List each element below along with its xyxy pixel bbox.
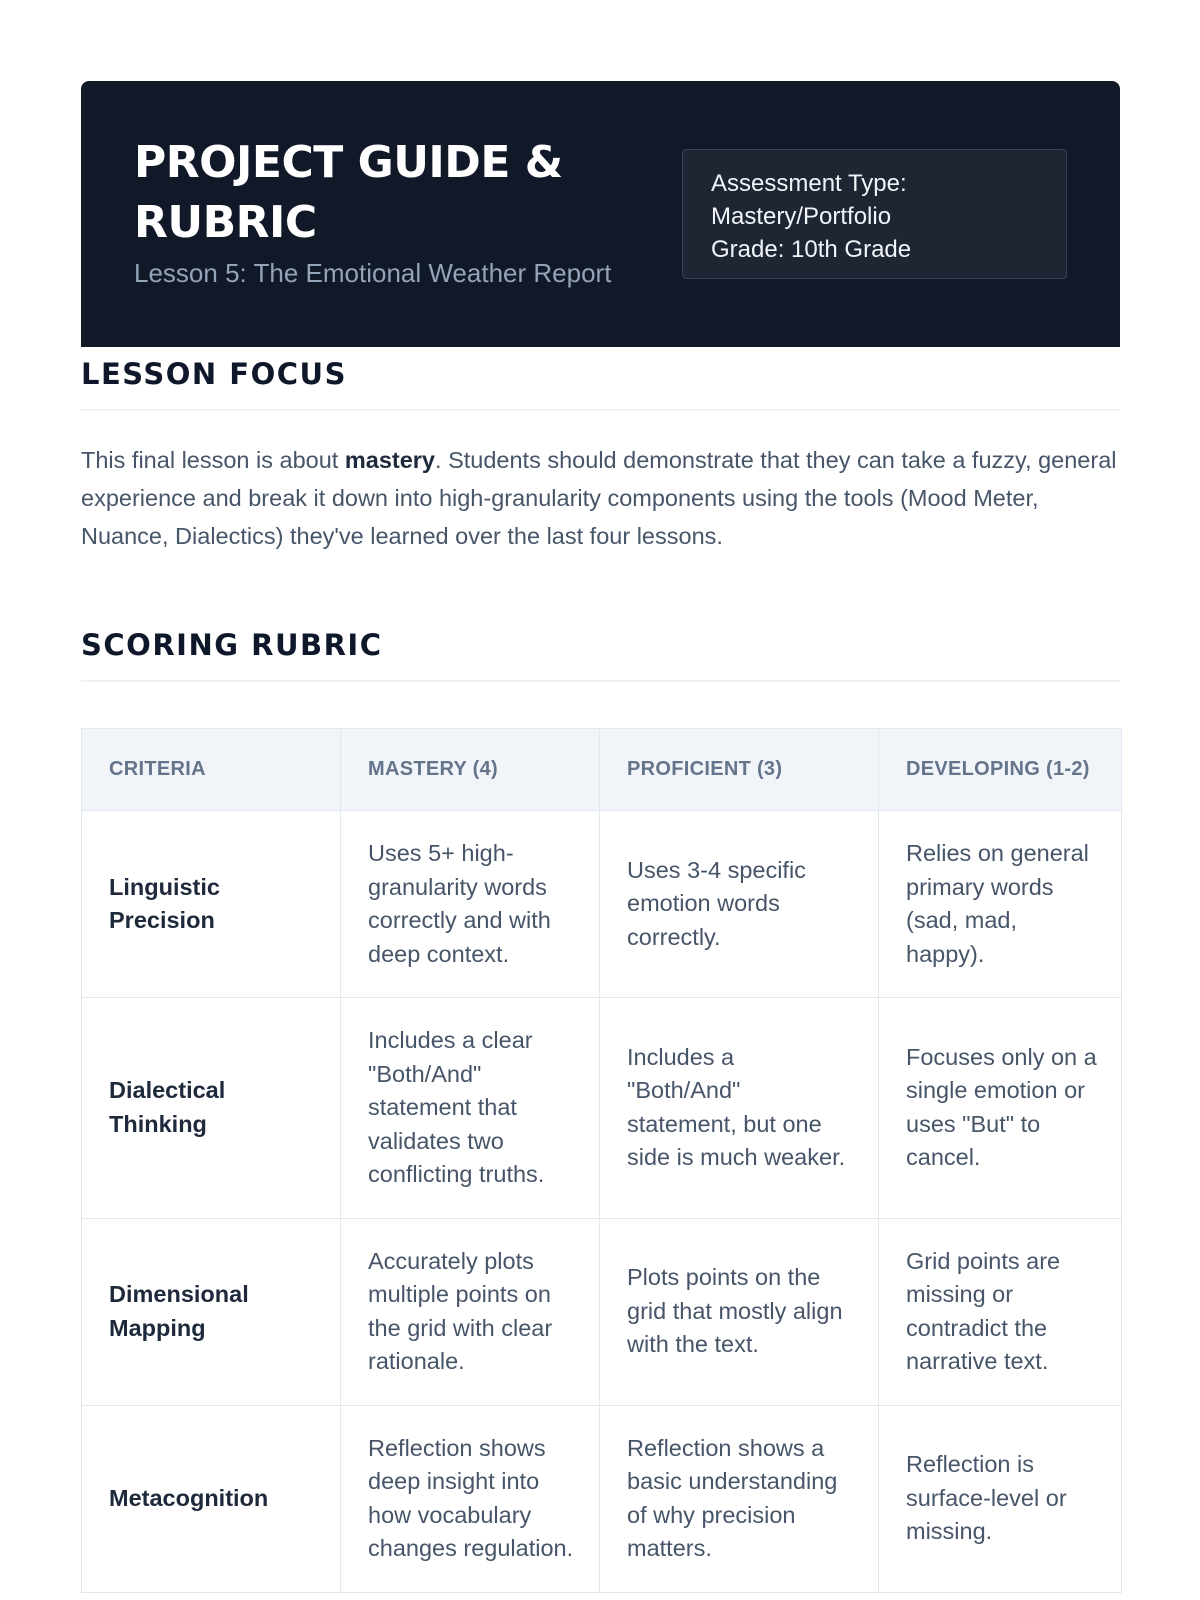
- criteria-cell: Metacognition: [82, 1405, 341, 1592]
- grade-level: Grade: 10th Grade: [711, 236, 912, 263]
- focus-emphasis: mastery: [344, 447, 436, 473]
- criteria-cell: Dimensional Mapping: [82, 1218, 341, 1405]
- page-header: [81, 81, 1120, 347]
- mastery-cell: Accurately plots multiple points on the grid with clear rationale.: [341, 1218, 600, 1405]
- scoring-rubric-heading: SCORING RUBRIC: [81, 628, 1120, 682]
- lesson-focus-paragraph: [81, 441, 1126, 555]
- rubric-header-row: [82, 729, 1122, 811]
- developing-cell: Grid points are missing or contradict the narrative text.: [879, 1218, 1122, 1405]
- assessment-type-value: Mastery/Portfolio: [711, 203, 892, 230]
- proficient-cell: Plots points on the grid that mostly align with the text.: [600, 1218, 879, 1405]
- criteria-cell: Linguistic Precision: [82, 811, 341, 998]
- mastery-cell: Includes a clear "Both/And" statement that validates two conflicting truths.: [341, 998, 600, 1219]
- lesson-focus-heading: LESSON FOCUS: [81, 357, 1120, 411]
- mastery-cell: Uses 5+ high-granularity words correctly and with deep context.: [341, 811, 600, 998]
- proficient-cell: Uses 3-4 specific emotion words correctly.: [600, 811, 879, 998]
- col-mastery: MASTERY (4): [341, 729, 600, 811]
- focus-text-start: This final lesson is about: [81, 447, 345, 473]
- assessment-type-label: Assessment Type:: [711, 170, 907, 197]
- proficient-cell: Includes a "Both/And" statement, but one side is much weaker.: [600, 998, 879, 1219]
- proficient-cell: Reflection shows a basic understanding of why precision matters.: [600, 1405, 879, 1592]
- assessment-info-box: [682, 149, 1067, 279]
- criteria-cell: Dialectical Thinking: [82, 998, 341, 1219]
- table-row: [82, 1405, 1122, 1592]
- page-title: PROJECT GUIDE & RUBRIC: [134, 137, 563, 248]
- table-row: [82, 811, 1122, 998]
- focus-text-end: . Students should demonstrate that they can take a fuzzy, general experience and break it down into high-granularity components using the tools (Mood Meter, Nuance, Dialectics) they've learned over the last four lessons.: [81, 447, 1117, 549]
- lesson-subtitle: Lesson 5: The Emotional Weather Report: [134, 258, 612, 288]
- col-developing: DEVELOPING (1-2): [879, 729, 1122, 811]
- table-row: [82, 998, 1122, 1219]
- developing-cell: Reflection is surface-level or missing.: [879, 1405, 1122, 1592]
- rubric-table: [81, 728, 1122, 1593]
- developing-cell: Relies on general primary words (sad, mad, happy).: [879, 811, 1122, 998]
- developing-cell: Focuses only on a single emotion or uses "But" to cancel.: [879, 998, 1122, 1219]
- mastery-cell: Reflection shows deep insight into how vocabulary changes regulation.: [341, 1405, 600, 1592]
- col-proficient: PROFICIENT (3): [600, 729, 879, 811]
- table-row: [82, 1218, 1122, 1405]
- col-criteria: CRITERIA: [82, 729, 341, 811]
